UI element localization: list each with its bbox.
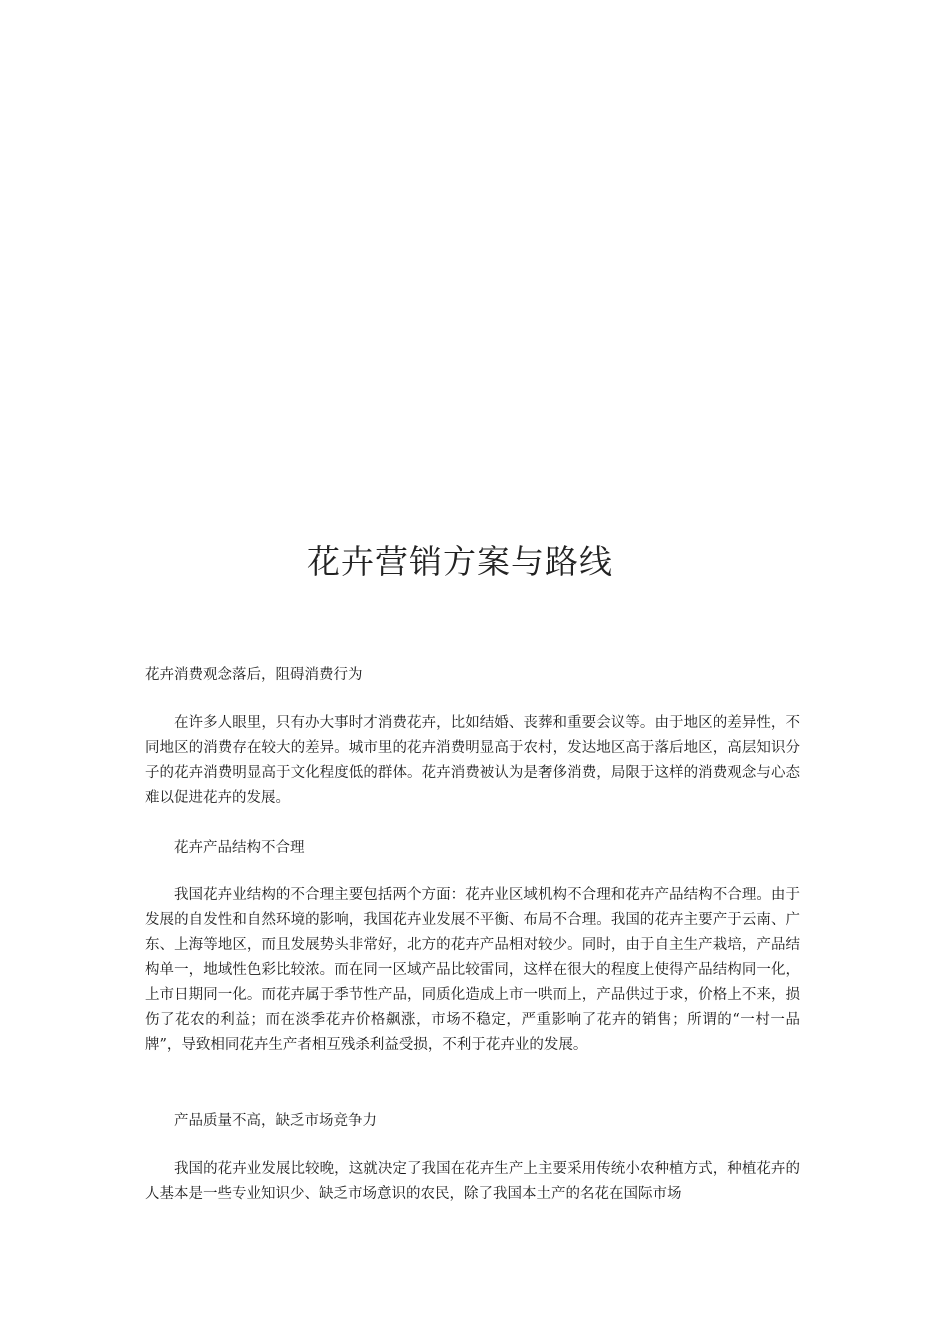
- section-paragraph-quality: 我国的花卉业发展比较晚，这就决定了我国在花卉生产上主要采用传统小农种植方式，种植花卉的人基本是一些专业知识少、缺乏市场意识的农民，除了我国本土产的名花在国际市场: [145, 1161, 800, 1202]
- section-heading-quality: 产品质量不高，缺乏市场竞争力: [174, 1113, 377, 1129]
- section-paragraph-structure: 我国花卉业结构的不合理主要包括两个方面：花卉业区域机构不合理和花卉产品结构不合理。由于发展的自发性和自然环境的影响，我国花卉业发展不平衡、布局不合理。我国的花卉主要产于云南、广东、上海等地区，而且发展势头非常好，北方的花卉产品相对较少。同时，由于自主生产栽培，产品结构单一，地域性色彩比较浓。而在同一区域产品比较雷同，这样在很大的程度上使得产品结构同一化，上市日期同一化。而花卉属于季节性产品，同质化造成上市一哄而上，产品供过于求，价格上不来，损伤了花农的利益；而在淡季花卉价格飙涨，市场不稳定，严重影响了花卉的销售；所谓的“一村一品牌”，导致相同花卉生产者相互残杀利益受损，不利于花卉业的发展。: [145, 887, 800, 1053]
- section-heading-structure: 花卉产品结构不合理: [174, 840, 305, 856]
- document-title: 花卉营销方案与路线: [307, 542, 613, 581]
- section-heading-consumption: 花卉消费观念落后，阻碍消费行为: [145, 667, 363, 683]
- section-paragraph-consumption: 在许多人眼里，只有办大事时才消费花卉，比如结婚、丧葬和重要会议等。由于地区的差异性，不同地区的消费存在较大的差异。城市里的花卉消费明显高于农村，发达地区高于落后地区，高层知识分子的花卉消费明显高于文化程度低的群体。花卉消费被认为是奢侈消费，局限于这样的消费观念与心态难以促进花卉的发展。: [145, 715, 800, 806]
